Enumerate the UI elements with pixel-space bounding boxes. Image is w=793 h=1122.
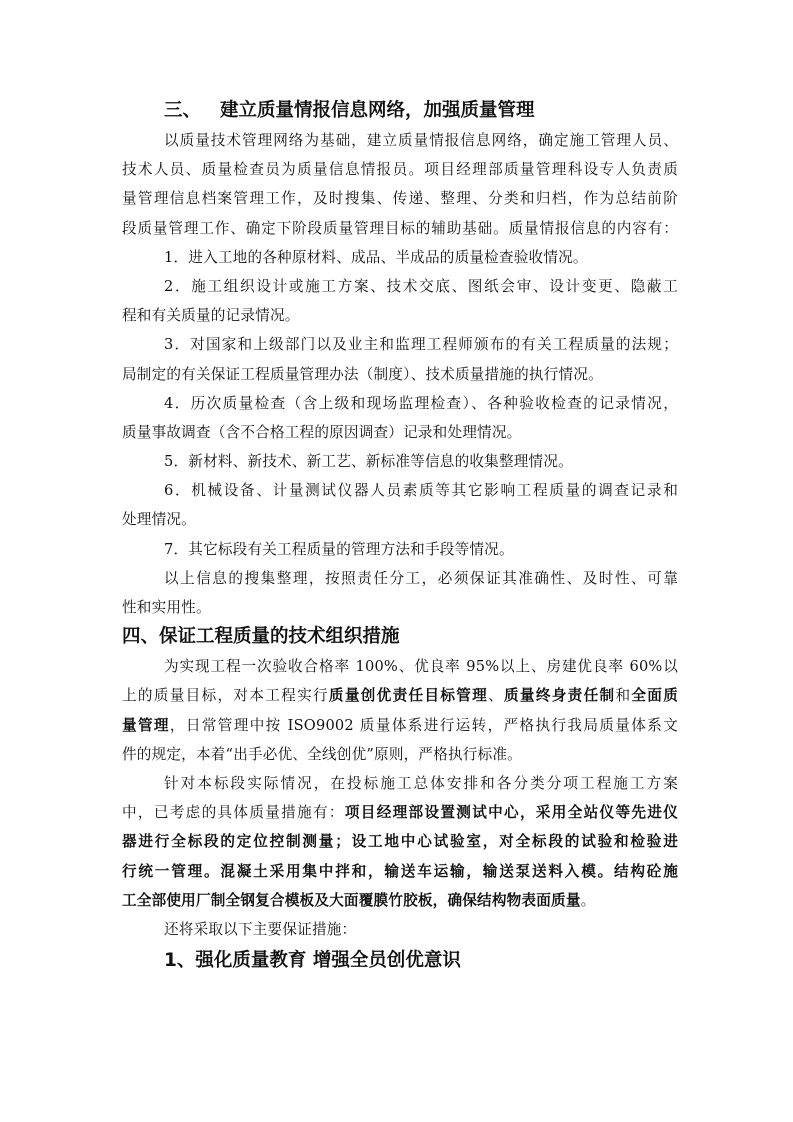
p1-line-3 (122, 711, 678, 740)
list-item-3-line-1: 3．对国家和上级部门以及业主和监理工程师颁布的有关工程质量的法规； (164, 336, 678, 354)
section-4-heading: 四、保证工程质量的技术组织措施 (122, 626, 400, 648)
list-item-7: 7．其它标段有关工程质量的管理方法和手段等情况。 (164, 540, 514, 558)
intro-line-3: 量管理信息档案管理工作，及时搜集、传递、整理、分类和归档，作为总结前阶 (122, 190, 678, 208)
section-4-paragraph-3 (122, 915, 678, 944)
p2-line-2-text: 中，已考虑的具体质量措施有： (122, 804, 345, 822)
p2-line-5 (122, 886, 678, 915)
intro-line-2: 技术人员、质量检查员为质量信息情报员。项目经理部质量管理科设专人负责质 (122, 161, 678, 179)
p2-line-2-bold: 项目经理部设置测试中心，采用全站仪等先进仪 (344, 804, 678, 822)
p2-line-4-bold: 行统一管理。混凝土采用集中拌和，输送车运输，输送泵送料入模。结构砼施 (122, 862, 678, 880)
p1-line-2-text-a: 上的质量目标，对本工程实行 (122, 687, 329, 705)
section-4-paragraph-1 (122, 652, 678, 769)
p2-line-2 (122, 798, 678, 827)
section-3-title: 建立质量情报信息网络，加强质量管理 (220, 100, 535, 121)
p2-line-5-bold: 工全部使用厂制全钢复合模板及大面覆膜竹胶板，确保结构物表面质量 (122, 891, 581, 909)
p2-line-4 (122, 857, 678, 886)
list-item-6-line-2: 处理情况。 (122, 511, 196, 529)
p2-line-3-bold: 器进行全标段的定位控制测量；设工地中心试验室，对全标段的试验和检验进 (122, 833, 678, 851)
list-item-5: 5．新材料、新技术、新工艺、新标准等信息的收集整理情况。 (164, 453, 573, 471)
intro-line-4: 段质量管理工作、确定下阶段质量管理目标的辅助基础。质量情报信息的内容有： (122, 219, 678, 237)
p3-line-1: 还将采取以下主要保证措施： (164, 920, 357, 938)
p1-line-3-text: ，日常管理中按 ISO9002 质量体系进行运转，严格执行我局质量体系文 (169, 716, 678, 734)
p2-line-1: 针对本标段实际情况，在投标施工总体安排和各分类分项工程施工方案 (164, 774, 678, 792)
summary-line-1: 以上信息的搜集整理，按照责任分工，必须保证其准确性、及时性、可靠 (164, 569, 678, 587)
p1-line-2 (122, 681, 678, 710)
p2-line-5-end: 。 (580, 891, 596, 909)
section-3-number: 三、 (164, 100, 202, 121)
subsection-1-heading: 1、强化质量教育 增强全员创优意识 (164, 950, 461, 972)
p1-bold-lifetime-responsibility: 质量终身责任制 (504, 687, 616, 705)
p1-line-2-text-c: 、 (488, 687, 505, 705)
list-item-2-line-2: 程和有关质量的记录情况。 (122, 307, 300, 325)
p2-line-3 (122, 827, 678, 856)
intro-line-1: 以质量技术管理网络为基础，建立质量情报信息网络，确定施工管理人员、 (164, 132, 678, 149)
p1-bold-target-management: 质量创优责任目标管理 (328, 687, 489, 705)
list-item-2-line-1: 2．施工组织设计或施工方案、技术交底、图纸会审、设计变更、隐蔽工 (164, 277, 678, 295)
list-item-1: 1．进入工地的各种原材料、成品、半成品的质量检查验收情况。 (164, 248, 588, 266)
list-item-3-line-2: 局制定的有关保证工程质量管理办法（制度）、技术质量措施的执行情况。 (122, 365, 603, 383)
section-3-intro (122, 126, 678, 622)
document-page (122, 96, 678, 978)
list-item-6-line-1: 6．机械设备、计量测试仪器人员素质等其它影响工程质量的调查记录和 (164, 482, 678, 500)
section-4-paragraph-2 (122, 769, 678, 915)
summary-line-2: 性和实用性。 (122, 599, 211, 616)
p1-line-1: 为实现工程一次验收合格率 100%、优良率 95%以上、房建优良率 60%以 (164, 658, 678, 676)
p1-line-2-text-d: 和 (615, 687, 632, 705)
list-item-4-line-2: 质量事故调查（含不合格工程的原因调查）记录和处理情况。 (122, 423, 522, 441)
section-3-heading (122, 96, 678, 126)
p1-line-4: 件的规定，本着“出手必优、全线创优”原则，严格执行标准。 (122, 745, 522, 763)
list-item-4-line-1: 4．历次质量检查（含上级和现场监理检查）、各种验收检查的记录情况， (164, 394, 678, 412)
p1-bold-total-quality-a: 全面质 (631, 687, 678, 705)
p1-bold-total-quality-b: 量管理 (122, 716, 170, 734)
